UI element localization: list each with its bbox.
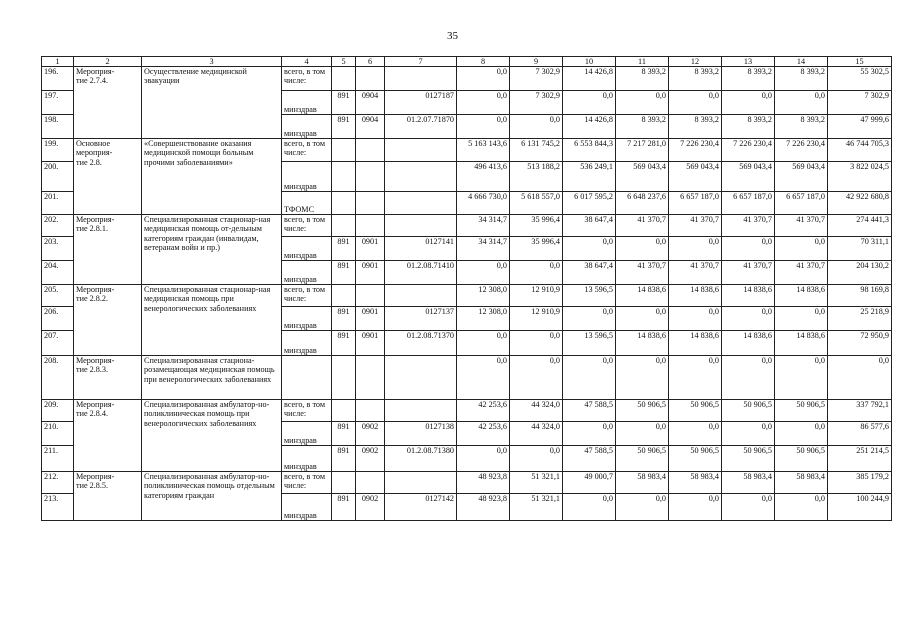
- total-value: 86 577,6: [828, 422, 892, 446]
- code-section: 0901: [356, 261, 385, 285]
- year-value: 4 666 730,0: [457, 192, 510, 215]
- table-row: [42, 215, 892, 237]
- header-cell: 11: [616, 57, 669, 67]
- year-value: 6 657 187,0: [669, 192, 722, 215]
- year-value: 12 910,9: [510, 285, 563, 307]
- year-value: 58 983,4: [775, 472, 828, 494]
- year-value: 0,0: [510, 356, 563, 400]
- code-section: 0904: [356, 115, 385, 139]
- measure-name: «Совершенствование оказания медицинской помощи больным прочими заболеваниями»: [142, 139, 282, 215]
- header-cell: 9: [510, 57, 563, 67]
- year-value: 8 393,2: [722, 115, 775, 139]
- measure-cell: Мероприя- тие 2.8.4.: [74, 400, 142, 472]
- code-section: 0901: [356, 237, 385, 261]
- year-value: 8 393,2: [722, 67, 775, 91]
- code-section: [356, 472, 385, 494]
- row-number: 206.: [42, 307, 74, 331]
- row-number: 198.: [42, 115, 74, 139]
- total-value: 274 441,3: [828, 215, 892, 237]
- year-value: 0,0: [775, 91, 828, 115]
- year-value: 8 393,2: [669, 67, 722, 91]
- measure-name: Специализированная амбулатор-но-поликлиническая помощь при венерологических заболеваниях: [142, 400, 282, 472]
- code-grbs: 891: [332, 446, 356, 472]
- code-target: 01.2.07.71870: [385, 115, 457, 139]
- year-value: 13 596,5: [563, 331, 616, 356]
- year-value: 7 302,9: [510, 91, 563, 115]
- year-value: 5 163 143,6: [457, 139, 510, 162]
- year-value: 14 838,6: [669, 331, 722, 356]
- year-value: 50 906,5: [722, 400, 775, 422]
- year-value: 0,0: [457, 331, 510, 356]
- table-row: [42, 139, 892, 162]
- code-grbs: 891: [332, 91, 356, 115]
- year-value: 14 838,6: [616, 285, 669, 307]
- measure-cell: Мероприя- тие 2.8.2.: [74, 285, 142, 356]
- total-value: 25 218,9: [828, 307, 892, 331]
- year-value: 58 983,4: [722, 472, 775, 494]
- year-value: 0,0: [616, 307, 669, 331]
- total-value: 337 792,1: [828, 400, 892, 422]
- funding-source: всего, в том числе:: [282, 215, 332, 237]
- year-value: 35 996,4: [510, 215, 563, 237]
- year-value: 42 253,6: [457, 422, 510, 446]
- total-value: 385 179,2: [828, 472, 892, 494]
- year-value: 0,0: [563, 422, 616, 446]
- year-value: 569 043,4: [775, 162, 828, 192]
- measure-cell: Мероприя- тие 2.8.3.: [74, 356, 142, 400]
- header-cell: 15: [828, 57, 892, 67]
- code-grbs: [332, 215, 356, 237]
- year-value: 7 217 281,0: [616, 139, 669, 162]
- year-value: 34 314,7: [457, 237, 510, 261]
- year-value: 5 618 557,0: [510, 192, 563, 215]
- row-number: 204.: [42, 261, 74, 285]
- year-value: 14 838,6: [722, 331, 775, 356]
- year-value: 41 370,7: [669, 215, 722, 237]
- row-number: 207.: [42, 331, 74, 356]
- total-value: 0,0: [828, 356, 892, 400]
- code-grbs: [332, 472, 356, 494]
- funding-source: минздрав: [282, 422, 332, 446]
- year-value: 51 321,1: [510, 472, 563, 494]
- year-value: 12 308,0: [457, 307, 510, 331]
- funding-source: всего, в том числе:: [282, 400, 332, 422]
- year-value: 0,0: [669, 237, 722, 261]
- code-target: 0127187: [385, 91, 457, 115]
- measure-cell: Мероприя- тие 2.8.5.: [74, 472, 142, 521]
- year-value: 0,0: [457, 67, 510, 91]
- year-value: 496 413,6: [457, 162, 510, 192]
- year-value: 50 906,5: [669, 446, 722, 472]
- total-value: 46 744 705,3: [828, 139, 892, 162]
- code-section: [356, 139, 385, 162]
- year-value: 569 043,4: [722, 162, 775, 192]
- year-value: 0,0: [457, 356, 510, 400]
- row-number: 211.: [42, 446, 74, 472]
- year-value: 0,0: [669, 356, 722, 400]
- total-value: 251 214,5: [828, 446, 892, 472]
- code-grbs: [332, 162, 356, 192]
- row-number: 201.: [42, 192, 74, 215]
- year-value: 38 647,4: [563, 261, 616, 285]
- year-value: 0,0: [457, 91, 510, 115]
- code-target: 0127141: [385, 237, 457, 261]
- year-value: 0,0: [669, 422, 722, 446]
- row-number: 196.: [42, 67, 74, 91]
- funding-source: минздрав: [282, 237, 332, 261]
- year-value: 7 302,9: [510, 67, 563, 91]
- year-value: 8 393,2: [616, 115, 669, 139]
- header-cell: 3: [142, 57, 282, 67]
- row-number: 197.: [42, 91, 74, 115]
- year-value: 50 906,5: [669, 400, 722, 422]
- row-number: 205.: [42, 285, 74, 307]
- code-section: 0902: [356, 422, 385, 446]
- year-value: 0,0: [457, 115, 510, 139]
- funding-source: минздрав: [282, 446, 332, 472]
- total-value: 55 302,5: [828, 67, 892, 91]
- table-row: [42, 285, 892, 307]
- code-section: 0902: [356, 494, 385, 521]
- header-cell: 2: [74, 57, 142, 67]
- table-row: [42, 472, 892, 494]
- code-section: 0904: [356, 91, 385, 115]
- code-target: [385, 162, 457, 192]
- funding-source: всего, в том числе:: [282, 285, 332, 307]
- year-value: 536 249,1: [563, 162, 616, 192]
- year-value: 14 426,8: [563, 115, 616, 139]
- year-value: 49 000,7: [563, 472, 616, 494]
- code-target: 0127138: [385, 422, 457, 446]
- total-value: 42 922 680,8: [828, 192, 892, 215]
- code-section: 0902: [356, 446, 385, 472]
- funding-source: минздрав: [282, 115, 332, 139]
- year-value: 47 588,5: [563, 400, 616, 422]
- year-value: 0,0: [775, 494, 828, 521]
- year-value: 8 393,2: [775, 115, 828, 139]
- year-value: 0,0: [563, 356, 616, 400]
- code-grbs: [332, 356, 356, 400]
- year-value: 50 906,5: [616, 400, 669, 422]
- measure-name: Специализированная стационар-ная медицинская помощь от-дельным категориям граждан (инвалидам, ветеранам войн и пр.): [142, 215, 282, 285]
- year-value: 50 906,5: [775, 400, 828, 422]
- code-grbs: 891: [332, 331, 356, 356]
- year-value: 38 647,4: [563, 215, 616, 237]
- measure-name: Специализированная стационар-ная медицинская помощь при венерологических заболеваниях: [142, 285, 282, 356]
- year-value: 0,0: [616, 237, 669, 261]
- year-value: 0,0: [669, 494, 722, 521]
- funding-source: всего, в том числе:: [282, 139, 332, 162]
- year-value: 0,0: [616, 356, 669, 400]
- year-value: 50 906,5: [775, 446, 828, 472]
- year-value: 41 370,7: [775, 261, 828, 285]
- code-section: [356, 356, 385, 400]
- total-value: 7 302,9: [828, 91, 892, 115]
- year-value: 0,0: [722, 422, 775, 446]
- code-target: 01.2.08.71410: [385, 261, 457, 285]
- year-value: 0,0: [457, 446, 510, 472]
- header-cell: 14: [775, 57, 828, 67]
- year-value: 7 226 230,4: [775, 139, 828, 162]
- year-value: 41 370,7: [616, 261, 669, 285]
- year-value: 0,0: [722, 356, 775, 400]
- code-grbs: [332, 400, 356, 422]
- budget-table: [41, 56, 892, 521]
- code-grbs: 891: [332, 422, 356, 446]
- code-section: [356, 162, 385, 192]
- code-grbs: [332, 67, 356, 91]
- funding-source: минздрав: [282, 307, 332, 331]
- year-value: 0,0: [722, 237, 775, 261]
- year-value: 0,0: [457, 261, 510, 285]
- code-target: [385, 139, 457, 162]
- year-value: 14 838,6: [722, 285, 775, 307]
- code-grbs: 891: [332, 237, 356, 261]
- table-row: [42, 67, 892, 91]
- year-value: 48 923,8: [457, 494, 510, 521]
- code-section: [356, 67, 385, 91]
- year-value: 14 838,6: [775, 331, 828, 356]
- code-grbs: 891: [332, 494, 356, 521]
- code-target: 0127137: [385, 307, 457, 331]
- year-value: 569 043,4: [669, 162, 722, 192]
- header-row: [42, 57, 892, 67]
- year-value: 0,0: [722, 91, 775, 115]
- year-value: 13 596,5: [563, 285, 616, 307]
- header-cell: 12: [669, 57, 722, 67]
- year-value: 8 393,2: [616, 67, 669, 91]
- funding-source: минздрав: [282, 261, 332, 285]
- code-target: [385, 192, 457, 215]
- code-grbs: [332, 285, 356, 307]
- code-target: 01.2.08.71380: [385, 446, 457, 472]
- year-value: 0,0: [616, 494, 669, 521]
- year-value: 58 983,4: [616, 472, 669, 494]
- year-value: 6 553 844,3: [563, 139, 616, 162]
- year-value: 0,0: [510, 115, 563, 139]
- year-value: 47 588,5: [563, 446, 616, 472]
- year-value: 569 043,4: [616, 162, 669, 192]
- code-grbs: [332, 192, 356, 215]
- header-cell: 5: [332, 57, 356, 67]
- row-number: 210.: [42, 422, 74, 446]
- code-target: [385, 67, 457, 91]
- measure-cell: Мероприя- тие 2.7.4.: [74, 67, 142, 139]
- funding-source: [282, 356, 332, 400]
- year-value: 42 253,6: [457, 400, 510, 422]
- year-value: 14 838,6: [616, 331, 669, 356]
- year-value: 7 226 230,4: [722, 139, 775, 162]
- year-value: 6 017 595,2: [563, 192, 616, 215]
- year-value: 51 321,1: [510, 494, 563, 521]
- page-number: 35: [447, 30, 458, 42]
- measure-name: Специализированная амбулатор-но-поликлиническая помощь отдельным категориям граждан: [142, 472, 282, 521]
- funding-source: минздрав: [282, 91, 332, 115]
- year-value: 41 370,7: [722, 215, 775, 237]
- year-value: 58 983,4: [669, 472, 722, 494]
- year-value: 0,0: [563, 494, 616, 521]
- total-value: 72 950,9: [828, 331, 892, 356]
- code-section: [356, 192, 385, 215]
- funding-source: минздрав: [282, 331, 332, 356]
- header-cell: 13: [722, 57, 775, 67]
- code-grbs: 891: [332, 261, 356, 285]
- year-value: 44 324,0: [510, 400, 563, 422]
- header-cell: 7: [385, 57, 457, 67]
- year-value: 0,0: [563, 91, 616, 115]
- year-value: 0,0: [510, 331, 563, 356]
- row-number: 209.: [42, 400, 74, 422]
- header-cell: 10: [563, 57, 616, 67]
- measure-cell: Мероприя- тие 2.8.1.: [74, 215, 142, 285]
- year-value: 12 308,0: [457, 285, 510, 307]
- code-target: 0127142: [385, 494, 457, 521]
- row-number: 199.: [42, 139, 74, 162]
- year-value: 41 370,7: [669, 261, 722, 285]
- total-value: 3 822 024,5: [828, 162, 892, 192]
- year-value: 0,0: [722, 494, 775, 521]
- code-section: [356, 215, 385, 237]
- year-value: 6 657 187,0: [722, 192, 775, 215]
- year-value: 12 910,9: [510, 307, 563, 331]
- year-value: 6 131 745,2: [510, 139, 563, 162]
- year-value: 0,0: [669, 91, 722, 115]
- year-value: 34 314,7: [457, 215, 510, 237]
- year-value: 0,0: [510, 261, 563, 285]
- code-section: 0901: [356, 307, 385, 331]
- year-value: 41 370,7: [722, 261, 775, 285]
- code-target: 01.2.08.71370: [385, 331, 457, 356]
- row-number: 203.: [42, 237, 74, 261]
- measure-name: Осуществление медицинской эвакуации: [142, 67, 282, 139]
- code-grbs: 891: [332, 115, 356, 139]
- code-section: 0901: [356, 331, 385, 356]
- row-number: 202.: [42, 215, 74, 237]
- total-value: 100 244,9: [828, 494, 892, 521]
- header-cell: 8: [457, 57, 510, 67]
- total-value: 204 130,2: [828, 261, 892, 285]
- funding-source: минздрав: [282, 162, 332, 192]
- year-value: 6 648 237,6: [616, 192, 669, 215]
- year-value: 7 226 230,4: [669, 139, 722, 162]
- year-value: 0,0: [669, 307, 722, 331]
- code-target: [385, 285, 457, 307]
- header-cell: 6: [356, 57, 385, 67]
- year-value: 14 838,6: [669, 285, 722, 307]
- year-value: 8 393,2: [775, 67, 828, 91]
- year-value: 48 923,8: [457, 472, 510, 494]
- measure-cell: Основное мероприя- тие 2.8.: [74, 139, 142, 215]
- total-value: 70 311,1: [828, 237, 892, 261]
- year-value: 14 426,8: [563, 67, 616, 91]
- code-target: [385, 400, 457, 422]
- year-value: 44 324,0: [510, 422, 563, 446]
- year-value: 0,0: [775, 422, 828, 446]
- year-value: 0,0: [775, 237, 828, 261]
- row-number: 200.: [42, 162, 74, 192]
- code-grbs: 891: [332, 307, 356, 331]
- total-value: 98 169,8: [828, 285, 892, 307]
- table-row: [42, 400, 892, 422]
- header-cell: 1: [42, 57, 74, 67]
- year-value: 0,0: [616, 422, 669, 446]
- code-section: [356, 400, 385, 422]
- row-number: 212.: [42, 472, 74, 494]
- year-value: 0,0: [722, 307, 775, 331]
- code-target: [385, 215, 457, 237]
- year-value: 0,0: [616, 91, 669, 115]
- row-number: 208.: [42, 356, 74, 400]
- year-value: 41 370,7: [775, 215, 828, 237]
- year-value: 8 393,2: [669, 115, 722, 139]
- year-value: 0,0: [563, 307, 616, 331]
- year-value: 0,0: [563, 237, 616, 261]
- year-value: 14 838,6: [775, 285, 828, 307]
- code-target: [385, 472, 457, 494]
- year-value: 6 657 187,0: [775, 192, 828, 215]
- funding-source: всего, в том числе:: [282, 472, 332, 494]
- year-value: 513 188,2: [510, 162, 563, 192]
- funding-source: всего, в том числе:: [282, 67, 332, 91]
- table-row: [42, 356, 892, 400]
- funding-source: ТФОМС: [282, 192, 332, 215]
- year-value: 0,0: [775, 356, 828, 400]
- total-value: 47 999,6: [828, 115, 892, 139]
- code-grbs: [332, 139, 356, 162]
- year-value: 50 906,5: [616, 446, 669, 472]
- year-value: 41 370,7: [616, 215, 669, 237]
- measure-name: Специализированная стациона-розамещающая медицинская помощь при венерологических заболеваниях: [142, 356, 282, 400]
- header-cell: 4: [282, 57, 332, 67]
- year-value: 35 996,4: [510, 237, 563, 261]
- funding-source: минздрав: [282, 494, 332, 521]
- row-number: 213.: [42, 494, 74, 521]
- code-section: [356, 285, 385, 307]
- year-value: 50 906,5: [722, 446, 775, 472]
- code-target: [385, 356, 457, 400]
- year-value: 0,0: [510, 446, 563, 472]
- year-value: 0,0: [775, 307, 828, 331]
